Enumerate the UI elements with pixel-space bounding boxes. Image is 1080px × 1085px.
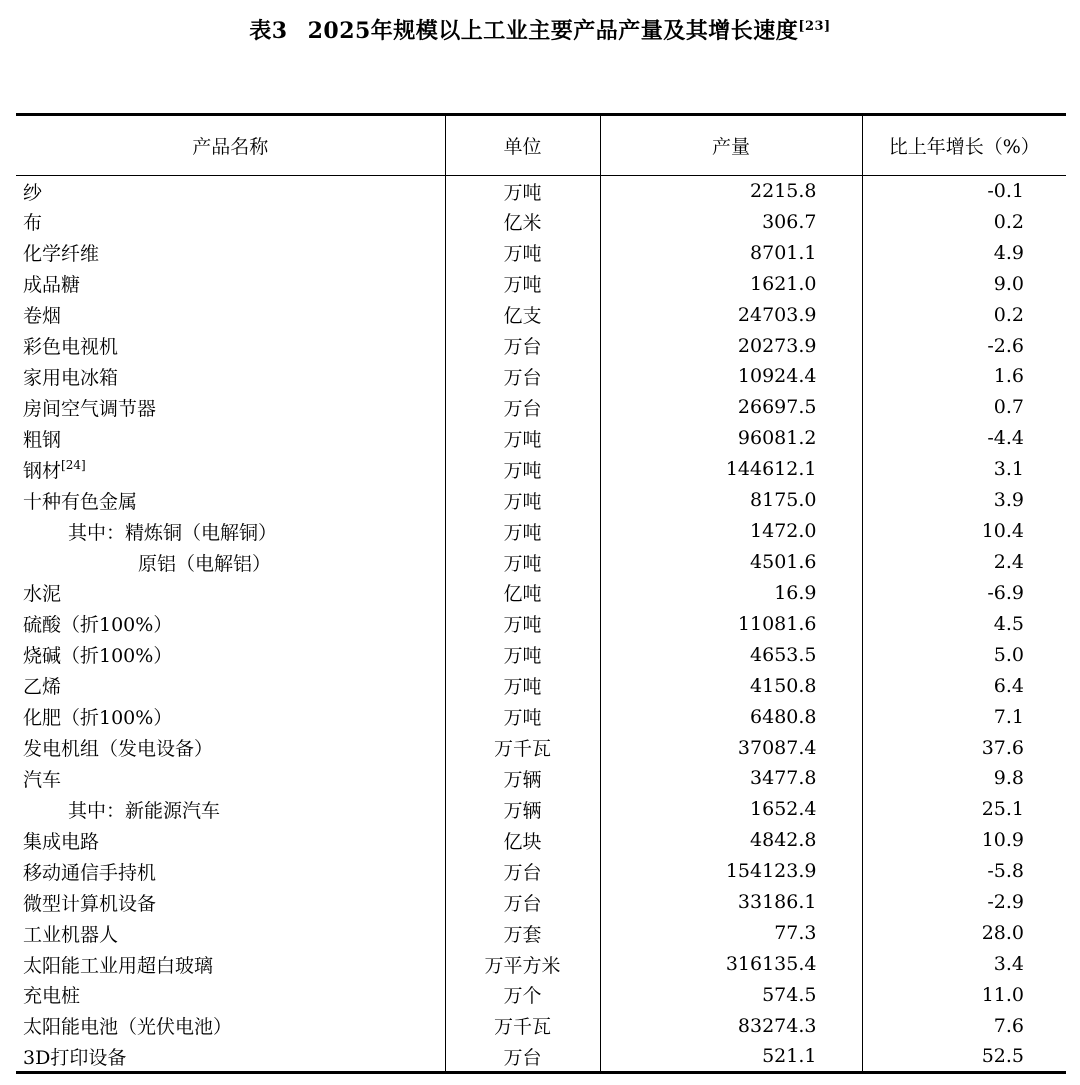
table-row	[16, 1010, 1066, 1041]
growth-cell: 1.6	[862, 361, 1066, 392]
product-name-cell	[16, 825, 445, 856]
quantity-cell: 4150.8	[600, 670, 862, 701]
growth-cell: 9.0	[862, 268, 1066, 299]
product-name-cell	[16, 670, 445, 701]
product-name-cell	[16, 639, 445, 670]
growth-cell: 9.8	[862, 763, 1066, 794]
unit-cell: 万辆	[445, 794, 600, 825]
growth-cell: 52.5	[862, 1041, 1066, 1072]
footnote-ref: [24]	[61, 457, 86, 472]
unit-cell: 万台	[445, 361, 600, 392]
growth-cell: -2.6	[862, 330, 1066, 361]
table-row	[16, 918, 1066, 949]
product-name: 太阳能电池（光伏电池）	[23, 1016, 233, 1039]
header-quantity: 产量	[600, 115, 862, 176]
growth-cell: 10.9	[862, 825, 1066, 856]
growth-cell: -5.8	[862, 856, 1066, 887]
growth-cell: 37.6	[862, 732, 1066, 763]
table-title	[0, 14, 1080, 45]
product-name: 原铝（电解铝）	[138, 552, 272, 575]
product-name: 太阳能工业用超白玻璃	[23, 954, 214, 977]
quantity-cell: 1652.4	[600, 794, 862, 825]
product-name: 水泥	[23, 583, 62, 606]
quantity-cell: 316135.4	[600, 949, 862, 980]
product-name: 化学纤维	[23, 243, 100, 266]
quantity-cell: 83274.3	[600, 1010, 862, 1041]
growth-cell: 5.0	[862, 639, 1066, 670]
quantity-cell: 1621.0	[600, 268, 862, 299]
product-name-cell	[16, 732, 445, 763]
product-name: 烧碱（折100%）	[23, 645, 173, 668]
quantity-cell: 26697.5	[600, 392, 862, 423]
quantity-cell: 4842.8	[600, 825, 862, 856]
growth-cell: 4.5	[862, 608, 1066, 639]
growth-cell: 0.7	[862, 392, 1066, 423]
product-name: 成品糖	[23, 274, 81, 297]
quantity-cell: 3477.8	[600, 763, 862, 794]
growth-cell: 10.4	[862, 516, 1066, 547]
unit-cell: 万个	[445, 979, 600, 1010]
product-name: 其中：精炼铜（电解铜）	[68, 521, 278, 544]
quantity-cell: 1472.0	[600, 516, 862, 547]
table-row	[16, 299, 1066, 330]
product-name: 硫酸（折100%）	[23, 614, 173, 637]
table-row	[16, 1041, 1066, 1072]
unit-cell: 万台	[445, 330, 600, 361]
unit-cell: 万台	[445, 392, 600, 423]
unit-cell: 万吨	[445, 608, 600, 639]
product-name: 粗钢	[23, 428, 62, 451]
quantity-cell: 24703.9	[600, 299, 862, 330]
table-row	[16, 701, 1066, 732]
table-row	[16, 176, 1066, 207]
product-name-cell	[16, 392, 445, 423]
unit-cell: 万吨	[445, 516, 600, 547]
product-name: 卷烟	[23, 305, 62, 328]
table-row	[16, 237, 1066, 268]
table-row	[16, 577, 1066, 608]
table-row	[16, 516, 1066, 547]
product-name-cell	[16, 1010, 445, 1041]
table-row	[16, 454, 1066, 485]
growth-cell: 2.4	[862, 547, 1066, 578]
table-row	[16, 825, 1066, 856]
table-row	[16, 670, 1066, 701]
quantity-cell: 16.9	[600, 577, 862, 608]
product-name-cell	[16, 918, 445, 949]
product-name: 微型计算机设备	[23, 892, 157, 915]
growth-cell: -0.1	[862, 176, 1066, 207]
quantity-cell: 574.5	[600, 979, 862, 1010]
product-name-cell	[16, 1041, 445, 1072]
quantity-cell: 11081.6	[600, 608, 862, 639]
product-name-cell	[16, 299, 445, 330]
product-name-cell	[16, 423, 445, 454]
unit-cell: 万吨	[445, 268, 600, 299]
product-name: 充电桩	[23, 985, 81, 1008]
quantity-cell: 10924.4	[600, 361, 862, 392]
product-name-cell	[16, 794, 445, 825]
quantity-cell: 521.1	[600, 1041, 862, 1072]
growth-cell: 3.4	[862, 949, 1066, 980]
product-name: 发电机组（发电设备）	[23, 738, 214, 761]
quantity-cell: 144612.1	[600, 454, 862, 485]
growth-cell: 7.1	[862, 701, 1066, 732]
product-output-table	[16, 113, 1066, 1074]
product-name: 移动通信手持机	[23, 861, 157, 884]
quantity-cell: 33186.1	[600, 887, 862, 918]
table-row	[16, 485, 1066, 516]
unit-cell: 万吨	[445, 701, 600, 732]
product-name: 汽车	[23, 768, 62, 791]
growth-cell: -6.9	[862, 577, 1066, 608]
unit-cell: 万台	[445, 887, 600, 918]
quantity-cell: 4653.5	[600, 639, 862, 670]
product-name-cell	[16, 763, 445, 794]
unit-cell: 万台	[445, 856, 600, 887]
product-name-cell	[16, 608, 445, 639]
unit-cell: 万辆	[445, 763, 600, 794]
header-growth: 比上年增长（%）	[862, 115, 1066, 176]
quantity-cell: 8701.1	[600, 237, 862, 268]
product-name: 纱	[23, 181, 43, 204]
table-row	[16, 856, 1066, 887]
table-row	[16, 639, 1066, 670]
product-name: 其中：新能源汽车	[68, 799, 221, 822]
unit-cell: 万吨	[445, 547, 600, 578]
growth-cell: 3.1	[862, 454, 1066, 485]
product-name-cell	[16, 330, 445, 361]
quantity-cell: 37087.4	[600, 732, 862, 763]
product-name: 乙烯	[23, 676, 62, 699]
growth-cell: -2.9	[862, 887, 1066, 918]
product-name-cell	[16, 701, 445, 732]
product-name-cell	[16, 361, 445, 392]
table-header-row	[16, 115, 1066, 176]
unit-cell: 万套	[445, 918, 600, 949]
product-name: 化肥（折100%）	[23, 707, 173, 730]
unit-cell: 亿块	[445, 825, 600, 856]
quantity-cell: 2215.8	[600, 176, 862, 207]
product-name: 家用电冰箱	[23, 366, 119, 389]
product-name-cell	[16, 856, 445, 887]
product-name: 房间空气调节器	[23, 397, 157, 420]
growth-cell: 3.9	[862, 485, 1066, 516]
table-row	[16, 361, 1066, 392]
product-name-cell	[16, 485, 445, 516]
unit-cell: 万吨	[445, 423, 600, 454]
product-name-cell	[16, 516, 445, 547]
product-name-cell	[16, 949, 445, 980]
product-name-cell	[16, 577, 445, 608]
growth-cell: 28.0	[862, 918, 1066, 949]
product-name: 彩色电视机	[23, 336, 119, 359]
unit-cell: 万吨	[445, 237, 600, 268]
table-row	[16, 268, 1066, 299]
unit-cell: 亿支	[445, 299, 600, 330]
unit-cell: 万吨	[445, 639, 600, 670]
growth-cell: 11.0	[862, 979, 1066, 1010]
product-name: 集成电路	[23, 830, 100, 853]
table-row	[16, 887, 1066, 918]
quantity-cell: 154123.9	[600, 856, 862, 887]
growth-cell: 0.2	[862, 299, 1066, 330]
product-name-cell	[16, 237, 445, 268]
table-row	[16, 763, 1066, 794]
product-name-cell	[16, 979, 445, 1010]
product-name: 布	[23, 212, 43, 235]
growth-cell: 0.2	[862, 206, 1066, 237]
product-name-cell	[16, 206, 445, 237]
table-row	[16, 794, 1066, 825]
growth-cell: 6.4	[862, 670, 1066, 701]
growth-cell: 25.1	[862, 794, 1066, 825]
product-name-cell	[16, 887, 445, 918]
unit-cell: 万千瓦	[445, 1010, 600, 1041]
product-name-cell	[16, 176, 445, 207]
table-row	[16, 979, 1066, 1010]
table-row	[16, 949, 1066, 980]
table-number: 表3	[249, 18, 288, 44]
unit-cell: 万千瓦	[445, 732, 600, 763]
table-row	[16, 330, 1066, 361]
unit-cell: 万吨	[445, 176, 600, 207]
quantity-cell: 20273.9	[600, 330, 862, 361]
table-row	[16, 392, 1066, 423]
header-unit: 单位	[445, 115, 600, 176]
unit-cell: 亿米	[445, 206, 600, 237]
quantity-cell: 306.7	[600, 206, 862, 237]
header-product-name: 产品名称	[16, 115, 445, 176]
table-body	[16, 176, 1066, 1073]
table-row	[16, 608, 1066, 639]
product-name: 3D打印设备	[23, 1046, 127, 1069]
quantity-cell: 6480.8	[600, 701, 862, 732]
quantity-cell: 77.3	[600, 918, 862, 949]
title-footnote-ref: [23]	[798, 19, 831, 34]
quantity-cell: 96081.2	[600, 423, 862, 454]
unit-cell: 万吨	[445, 454, 600, 485]
table-row	[16, 423, 1066, 454]
quantity-cell: 4501.6	[600, 547, 862, 578]
table-title-text: 2025年规模以上工业主要产品产量及其增长速度	[307, 18, 799, 44]
quantity-cell: 8175.0	[600, 485, 862, 516]
growth-cell: 4.9	[862, 237, 1066, 268]
unit-cell: 亿吨	[445, 577, 600, 608]
product-name: 钢材	[23, 459, 62, 482]
unit-cell: 万吨	[445, 485, 600, 516]
table-row	[16, 206, 1066, 237]
growth-cell: -4.4	[862, 423, 1066, 454]
unit-cell: 万台	[445, 1041, 600, 1072]
product-name-cell	[16, 454, 445, 485]
table-row	[16, 732, 1066, 763]
table-row	[16, 547, 1066, 578]
unit-cell: 万吨	[445, 670, 600, 701]
product-name: 十种有色金属	[23, 490, 138, 513]
product-name: 工业机器人	[23, 923, 119, 946]
growth-cell: 7.6	[862, 1010, 1066, 1041]
product-name-cell	[16, 547, 445, 578]
unit-cell: 万平方米	[445, 949, 600, 980]
product-name-cell	[16, 268, 445, 299]
